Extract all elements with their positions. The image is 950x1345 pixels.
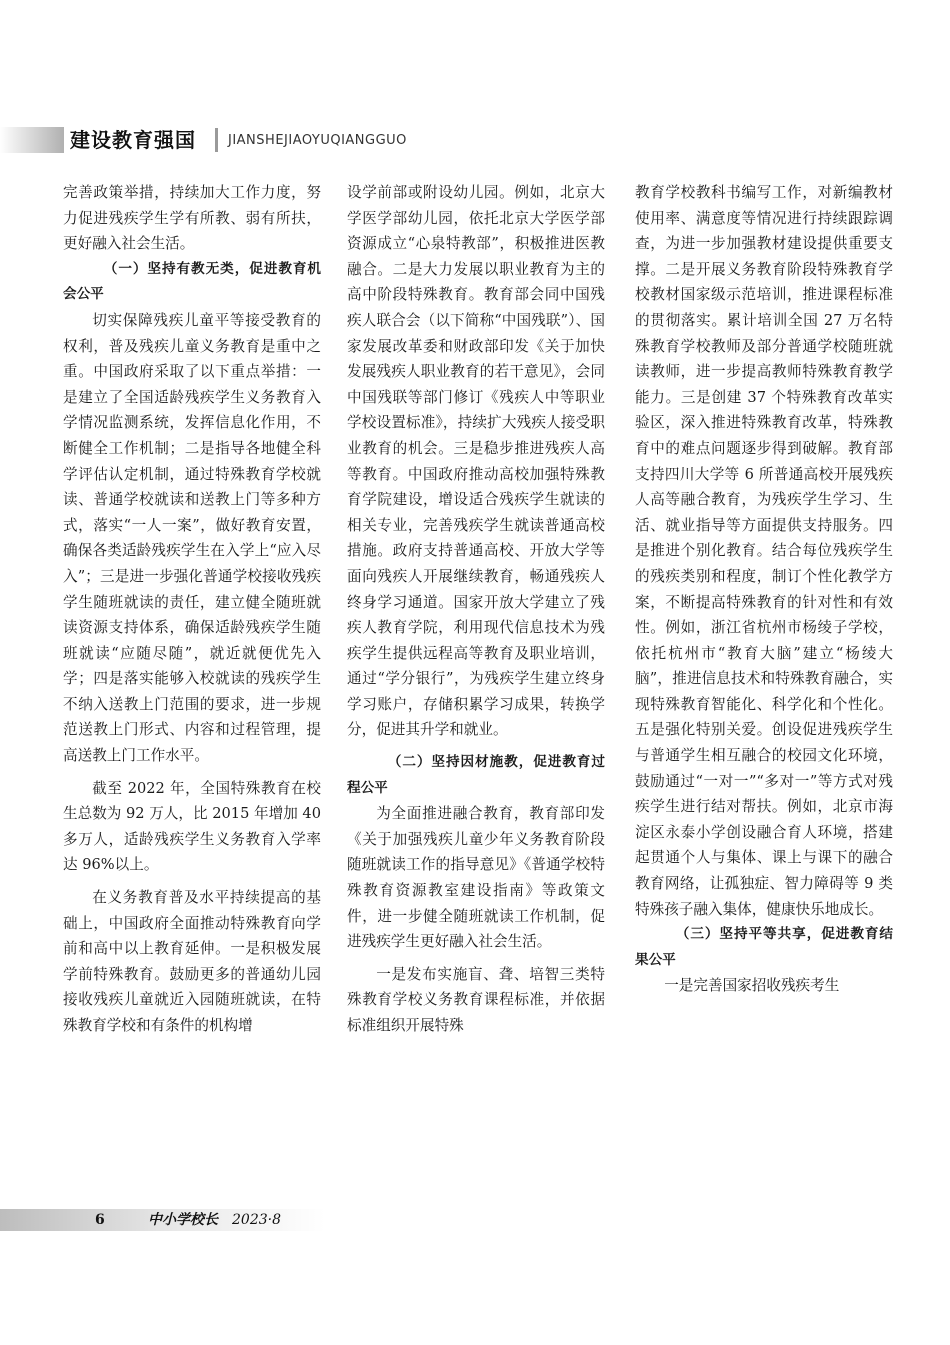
subheading: （三）坚持平等共享，促进教育结果公平 [635, 926, 893, 968]
paragraph: 在义务教育普及水平持续提高的基础上，中国政府全面推动特殊教育向学前和高中以上教育延伸。一是积极发展学前特殊教育。鼓励更多的普通幼儿园接收残疾儿童就近入园随班就读，在特殊教育学校和有条件的机构增 [63, 889, 321, 1034]
section-title-pinyin: JIANSHEJIAOYUQIANGGUO [228, 133, 407, 148]
subheading: （一）坚持有教无类，促进教育机会公平 [63, 260, 321, 303]
paragraph: 完善政策举措，持续加大工作力度，努力促进残疾学生学有所教、弱有所扶，更好融入社会生活。 [63, 184, 321, 253]
page-number: 6 [95, 1212, 105, 1228]
paragraph: 设学前部或附设幼儿园。例如，北京大学医学部幼儿园，依托北京大学医学部资源成立“心泉特教部”，积极推进医教融合。二是大力发展以职业教育为主的高中阶段特殊教育。教育部会同中国残疾人联合会（以下简称“中国残联”）、国家发展改革委和财政部印发《关于加快发展残疾人职业教育的若干意见》，会同中国残联等部门修订《残疾人中等职业学校设置标准》，持续扩大残疾人接受职业教育的机会。三是稳步推进残疾人高等教育。中国政府推动高校加强特殊教育学院建设，增设适合残疾学生就读的相关专业，完善残疾学生就读普通高校措施。政府支持普通高校、开放大学等面向残疾人开展继续教育，畅通残疾人终身学习通道。国家开放大学建立了残疾人教育学院，利用现代信息技术为残疾学生提供远程高等教育及职业培训，通过“学分银行”，为残疾学生建立终身学习账户，存储积累学习成果，转换学分，促进其升学和就业。 [347, 184, 605, 739]
header-gradient-band [0, 127, 64, 153]
issue-number: 2023·8 [232, 1212, 281, 1228]
paragraph: 切实保障残疾儿童平等接受教育的权利，普及残疾儿童义务教育是重中之重。中国政府采取了以下重点举措：一是建立了全国适龄残疾学生义务教育入学情况监测系统，发挥信息化作用，不断健全工作机制；二是指导各地健全科学评估认定机制，通过特殊教育学校就读、普通学校就读和送教上门等多种方式，落实“一人一案”，做好教育安置，确保各类适龄残疾学生在入学上“应入尽入”；三是进一步强化普通学校接收残疾学生随班就读的责任，建立健全随班就读资源支持体系，确保适龄残疾学生随班就读“应随尽随”，就近就便优先入学；四是落实能够入校就读的残疾学生不纳入送教上门范围的要求，进一步规范送教上门形式、内容和过程管理，提高送教上门工作水平。 [63, 311, 321, 765]
paragraph: 一是发布实施盲、聋、培智三类特殊教育学校义务教育课程标准，并依据标准组织开展特殊 [347, 965, 605, 1034]
subheading: （二）坚持因材施教，促进教育过程公平 [347, 754, 605, 796]
text-column-2 [347, 180, 605, 1180]
paragraph: 为全面推进融合教育，教育部印发《关于加强残疾儿童少年义务教育阶段随班就读工作的指导意见》《普通学校特殊教育资源教室建设指南》等政策文件，进一步健全随班就读工作机制，促进残疾学生更好融入社会生活。 [347, 805, 605, 951]
section-title: 建设教育强国 [70, 128, 196, 152]
header-separator [215, 128, 218, 152]
text-column-3 [635, 180, 893, 1180]
paragraph: 教育学校教科书编写工作，对新编教材使用率、满意度等情况进行持续跟踪调查，为进一步加强教材建设提供重要支撑。二是开展义务教育阶段特殊教育学校教材国家级示范培训，推进课程标准的贯彻落实。累计培训全国 27 万名特殊教育学校教师及部分普通学校随班就读教师，进一步提高教师特殊教育教学能力。三是创建 37 个特殊教育改革实验区，深入推进特殊教育改革，特殊教育中的难点问题逐步得到破解。教育部支持四川大学等 6 所普通高校开展残疾人高等融合教育，为残疾学生学习、生活、就业指导等方面提供支持服务。四是推进个别化教育。结合每位残疾学生的残疾类别和程度，制订个性化教学方案，不断提高特殊教育的针对性和有效性。例如，浙江省杭州市杨绫子学校，依托杭州市“教育大脑”建立“杨绫大脑”，推进信息技术和特殊教育融合，实现特殊教育智能化、科学化和个性化。五是强化特别关爱。创设促进残疾学生与普通学生相互融合的校园文化环境，鼓励通过“一对一”“多对一”等方式对残疾学生进行结对帮扶。例如，北京市海淀区永泰小学创设融合育人环境，搭建起贯通个人与集体、课上与课下的融合教育网络，让孤独症、智力障碍等 9 类特殊孩子融入集体，健康快乐地成长。 [635, 184, 893, 918]
journal-name: 中小学校长 [148, 1212, 218, 1228]
paragraph: 截至 2022 年，全国特殊教育在校生总数为 92 万人，比 2015 年增加 40 多万人，适龄残疾学生义务教育入学率达 96%以上。 [63, 779, 321, 874]
paragraph: 一是完善国家招收残疾考生 [664, 977, 840, 995]
text-column-1 [63, 180, 321, 1180]
